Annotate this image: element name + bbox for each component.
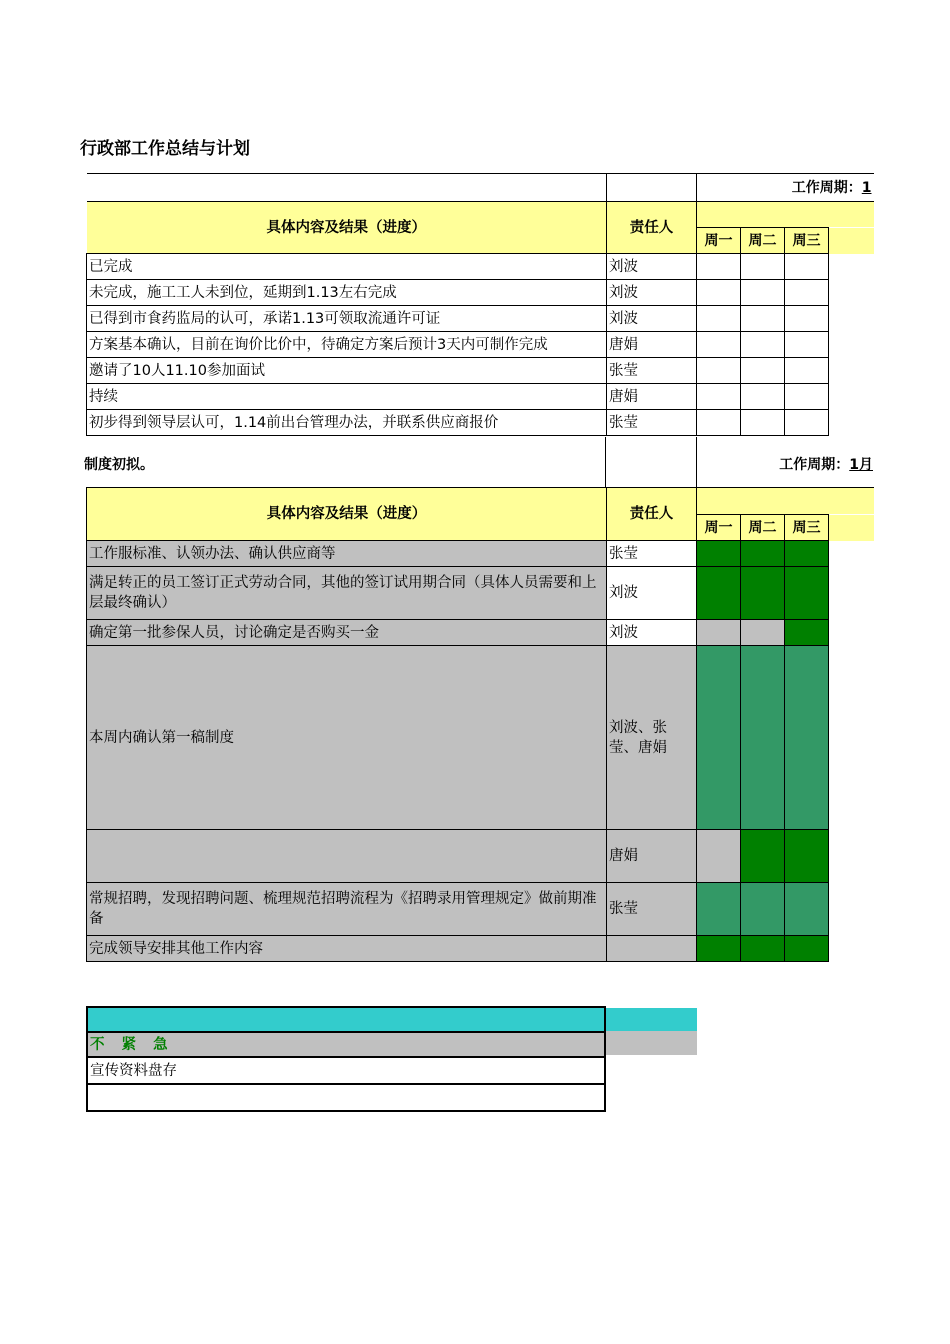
section2-title: 制度初拟。 bbox=[84, 457, 154, 473]
cycle-label: 工作周期： bbox=[779, 457, 850, 473]
day-header-mon: 周一 bbox=[697, 515, 741, 541]
table-row-content: 满足转正的员工签订正式劳动合同，其他的签订试用期合同（具体人员需要和上层最终确认） bbox=[87, 567, 607, 620]
progress-cell bbox=[697, 883, 741, 936]
section3-bar-tail bbox=[606, 1008, 697, 1031]
table-row-content: 已完成 bbox=[87, 254, 607, 280]
section1-table bbox=[86, 173, 874, 436]
progress-cell bbox=[697, 936, 741, 962]
progress-cell bbox=[785, 567, 829, 620]
table-row-content: 初步得到领导层认可，1.14前出台管理办法，并联系供应商报价 bbox=[87, 410, 607, 436]
table-row-content: 未完成，施工工人未到位，延期到1.13左右完成 bbox=[87, 280, 607, 306]
table-row-owner: 张莹 bbox=[607, 883, 697, 936]
section1-table-wrap bbox=[86, 173, 874, 436]
progress-cell bbox=[697, 541, 741, 567]
table-row-owner: 刘波 bbox=[607, 306, 697, 332]
progress-cell bbox=[741, 620, 785, 646]
table-row-content: 已得到市食药监局的认可，承诺1.13可领取流通许可证 bbox=[87, 306, 607, 332]
section3-bar bbox=[87, 1007, 605, 1032]
table-row-owner: 刘波 bbox=[607, 254, 697, 280]
week-header-tail bbox=[829, 228, 874, 254]
progress-cell bbox=[785, 620, 829, 646]
table-row-owner: 刘波 bbox=[607, 280, 697, 306]
cycle-label: 工作周期： bbox=[791, 179, 862, 196]
list-item bbox=[87, 1084, 605, 1111]
cycle-value: 1 bbox=[861, 179, 872, 196]
progress-cell bbox=[741, 567, 785, 620]
section3-gray-tail bbox=[606, 1031, 697, 1055]
week-header-band bbox=[697, 488, 874, 515]
table-row-content: 完成领导安排其他工作内容 bbox=[87, 936, 607, 962]
progress-cell bbox=[741, 646, 785, 830]
table-row-owner: 唐娟 bbox=[607, 384, 697, 410]
section2-cycle bbox=[700, 454, 873, 474]
section3-table-wrap bbox=[86, 1006, 606, 1112]
section3-table bbox=[86, 1006, 606, 1112]
progress-cell bbox=[785, 936, 829, 962]
table-row-owner: 刘波 bbox=[607, 620, 697, 646]
list-item: 宣传资料盘存 bbox=[87, 1057, 605, 1084]
content-header: 具体内容及结果（进度） bbox=[87, 202, 607, 254]
table-row-owner: 张莹 bbox=[607, 358, 697, 384]
section1-blank-cell bbox=[607, 174, 697, 202]
section2-table-wrap bbox=[86, 487, 874, 962]
progress-cell bbox=[697, 830, 741, 883]
table-row-content: 方案基本确认，目前在询价比价中，待确定方案后预计3天内可制作完成 bbox=[87, 332, 607, 358]
table-row-owner: 刘波 bbox=[607, 567, 697, 620]
table-row-content: 邀请了10人11.10参加面试 bbox=[87, 358, 607, 384]
progress-cell bbox=[741, 936, 785, 962]
progress-cell bbox=[785, 646, 829, 830]
day-header-tue: 周二 bbox=[741, 515, 785, 541]
day-header-wed: 周三 bbox=[785, 228, 829, 254]
page-title: 行政部工作总结与计划 bbox=[80, 139, 250, 159]
table-row-owner: 张莹 bbox=[607, 541, 697, 567]
progress-cell bbox=[741, 830, 785, 883]
cycle-value: 1月 bbox=[849, 457, 873, 473]
progress-cell bbox=[741, 883, 785, 936]
progress-cell bbox=[697, 567, 741, 620]
day-header-wed: 周三 bbox=[785, 515, 829, 541]
progress-cell bbox=[785, 830, 829, 883]
week-header-tail bbox=[829, 515, 874, 541]
table-row-owner: 刘波、张莹、唐娟 bbox=[607, 646, 697, 830]
day-header-tue: 周二 bbox=[741, 228, 785, 254]
content-header: 具体内容及结果（进度） bbox=[87, 488, 607, 541]
urgent-label: 不 紧 急 bbox=[87, 1032, 605, 1057]
progress-cell bbox=[697, 620, 741, 646]
owner-header: 责任人 bbox=[607, 488, 697, 541]
section2-table bbox=[86, 487, 874, 962]
progress-cell bbox=[785, 541, 829, 567]
section1-cycle bbox=[697, 174, 874, 202]
table-row-owner bbox=[607, 936, 697, 962]
section1-title-cell bbox=[87, 174, 607, 202]
week-header-band bbox=[697, 202, 874, 228]
table-row-content bbox=[87, 830, 607, 883]
table-row-content: 工作服标准、认领办法、确认供应商等 bbox=[87, 541, 607, 567]
table-row-content: 持续 bbox=[87, 384, 607, 410]
table-row-content: 确定第一批参保人员，讨论确定是否购买一金 bbox=[87, 620, 607, 646]
table-row-content: 本周内确认第一稿制度 bbox=[87, 646, 607, 830]
section2-owner-blank bbox=[605, 437, 697, 488]
table-row-owner: 张莹 bbox=[607, 410, 697, 436]
progress-cell bbox=[697, 646, 741, 830]
progress-cell bbox=[741, 541, 785, 567]
progress-cell bbox=[785, 883, 829, 936]
day-header-mon: 周一 bbox=[697, 228, 741, 254]
table-row-content: 常规招聘，发现招聘问题、梳理规范招聘流程为《招聘录用管理规定》做前期准备 bbox=[87, 883, 607, 936]
owner-header: 责任人 bbox=[607, 202, 697, 254]
table-row-owner: 唐娟 bbox=[607, 332, 697, 358]
table-row-owner: 唐娟 bbox=[607, 830, 697, 883]
